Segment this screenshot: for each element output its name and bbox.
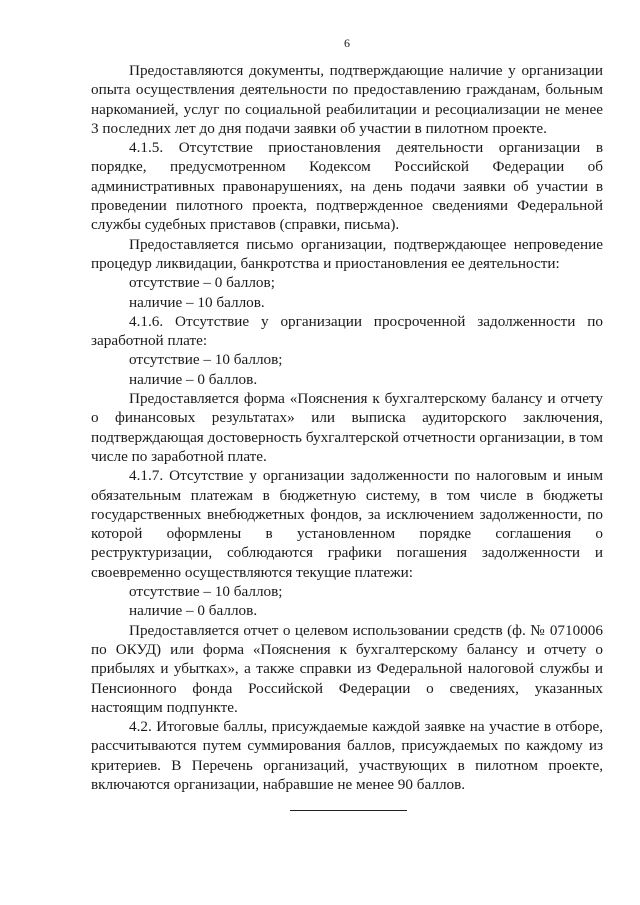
paragraph-4-1-7: 4.1.7. Отсутствие у организации задолженности по налоговым и иным обязательным платежам в бюджетную систему, в том числе в бюджеты государственных внебюджетных фондов, за исключением задолженности, по которой оформлены в установленном порядке соглашения о реструктуризации, соблюдаются графики погашения задолженности и своевременно осуществляются текущие платежи: <box>91 467 603 581</box>
score-item: наличие – 0 баллов. <box>129 602 258 620</box>
page-number: 6 <box>344 36 350 50</box>
score-item: наличие – 10 баллов. <box>129 293 265 311</box>
document-body <box>91 61 603 794</box>
score-item: отсутствие – 10 баллов; <box>129 583 283 601</box>
paragraph-4-1-5: 4.1.5. Отсутствие приостановления деятельности организации в порядке, предусмотренном Кодексом Российской Федерации об административных правонарушениях, на день подачи заявки об участии в проведении пилотного проекта, подтвержденное сведениями Федеральной службы судебных приставов (справки, письма). <box>91 139 603 234</box>
paragraph-4-2: 4.2. Итоговые баллы, присуждаемые каждой заявке на участие в отборе, рассчитываются путем суммирования баллов, присуждаемых по каждому из критериев. В Перечень организаций, участвующих в пилотном проекте, включаются организации, набравшие не менее 90 баллов. <box>91 718 603 793</box>
paragraph-report-usage: Предоставляется отчет о целевом использовании средств (ф. № 0710006 по ОКУД) или форма «Пояснения к бухгалтерскому балансу и отчету о прибылях и убытках», а также справки из Федеральной налоговой службы и Пенсионного фонда Российской Федерации о сведениях, указанных настоящим подпункте. <box>91 621 603 716</box>
score-item: наличие – 0 баллов. <box>129 370 258 388</box>
paragraph-documents-experience: Предоставляются документы, подтверждающие наличие у организации опыта осуществления деятельности по предоставлению гражданам, больным наркоманией, услуг по социальной реабилитации и ресоциализации не менее 3 последних лет до дня подачи заявки об участии в пилотном проекте. <box>91 62 603 137</box>
paragraph-balance-form: Предоставляется форма «Пояснения к бухгалтерскому балансу и отчету о финансовых результатах» или выписка аудиторского заключения, подтверждающая достоверность бухгалтерской отчетности организации, в том числе по заработной плате. <box>91 390 603 465</box>
score-item: отсутствие – 10 баллов; <box>129 351 283 369</box>
score-item: отсутствие – 0 баллов; <box>129 274 275 292</box>
paragraph-letter-liquidation: Предоставляется письмо организации, подтверждающее непроведение процедур ликвидации, банкротства и приостановления ее деятельности: <box>91 235 603 272</box>
end-divider <box>290 810 407 811</box>
paragraph-4-1-6: 4.1.6. Отсутствие у организации просроченной задолженности по заработной плате: <box>91 312 603 350</box>
